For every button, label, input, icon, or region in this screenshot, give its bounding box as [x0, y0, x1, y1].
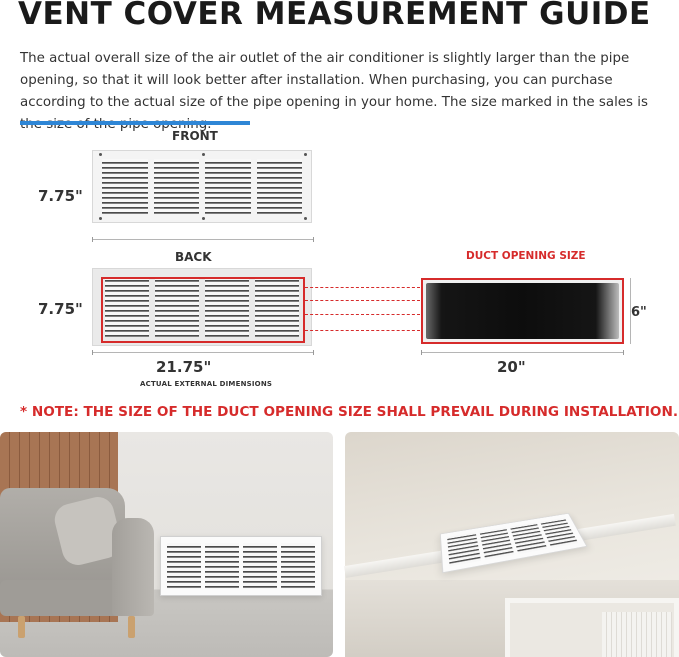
dashed-connector-line: [305, 287, 420, 288]
sofa-leg: [18, 616, 25, 638]
sofa-arm: [112, 518, 154, 616]
duct-width-measure-line: [421, 352, 624, 353]
duct-height-dimension: 6": [631, 305, 647, 320]
louver-column: [447, 532, 480, 566]
louver-column: [281, 543, 315, 589]
louver-column: [205, 159, 251, 214]
dashed-connector-line: [305, 314, 420, 315]
measure-tick: [623, 350, 624, 355]
measure-tick: [313, 237, 314, 242]
blue-accent-bar: [20, 121, 250, 125]
window-blind: [602, 612, 672, 657]
screw-icon: [202, 153, 205, 156]
external-width-measure-line: [92, 352, 314, 353]
louver-column: [205, 543, 239, 589]
measure-tick: [421, 350, 422, 355]
dashed-connector-line: [305, 300, 420, 301]
measure-tick: [313, 350, 314, 355]
front-vent-grille-image: [92, 150, 312, 223]
front-width-measure-line: [92, 239, 314, 240]
duct-opening-image: [421, 278, 624, 344]
front-height-dimension: 7.75": [38, 187, 83, 205]
screw-icon: [304, 217, 307, 220]
duct-width-dimension: 20": [497, 358, 526, 376]
back-label: BACK: [175, 250, 212, 264]
louver-column: [154, 159, 200, 214]
louver-column: [479, 527, 514, 560]
screw-icon: [99, 217, 102, 220]
dashed-connector-line: [305, 330, 420, 331]
front-label: FRONT: [172, 129, 218, 143]
duct-opening-label: DUCT OPENING SIZE: [466, 250, 586, 262]
louver-column: [257, 159, 303, 214]
intro-paragraph: The actual overall size of the air outlet of the air conditioner is slightly larger than the pipe opening, so that it will look better after installation. When purchasing, you can purchase according to the actual size of the pipe opening in your home. The size marked in the sales is: [20, 51, 648, 110]
back-height-dimension: 7.75": [38, 300, 83, 318]
screw-icon: [202, 217, 205, 220]
sofa-leg: [128, 616, 135, 638]
external-width-dimension: 21.75": [156, 358, 212, 376]
wall-vent-grille: [160, 536, 322, 596]
measure-tick: [92, 350, 93, 355]
page-title: VENT COVER MEASUREMENT GUIDE: [18, 0, 651, 32]
external-dimensions-caption: ACTUAL EXTERNAL DIMENSIONS: [140, 380, 273, 388]
duct-cavity: [426, 283, 619, 339]
screw-icon: [99, 153, 102, 156]
louver-column: [167, 543, 201, 589]
louver-column: [102, 159, 148, 214]
duct-collar-highlight: [101, 277, 305, 343]
louver-column: [539, 518, 578, 549]
measure-tick: [92, 237, 93, 242]
installation-note: * NOTE: THE SIZE OF THE DUCT OPENING SIZE SHALL PREVAIL DURING INSTALLATION.: [20, 404, 678, 420]
screw-icon: [304, 153, 307, 156]
louver-column: [243, 543, 277, 589]
